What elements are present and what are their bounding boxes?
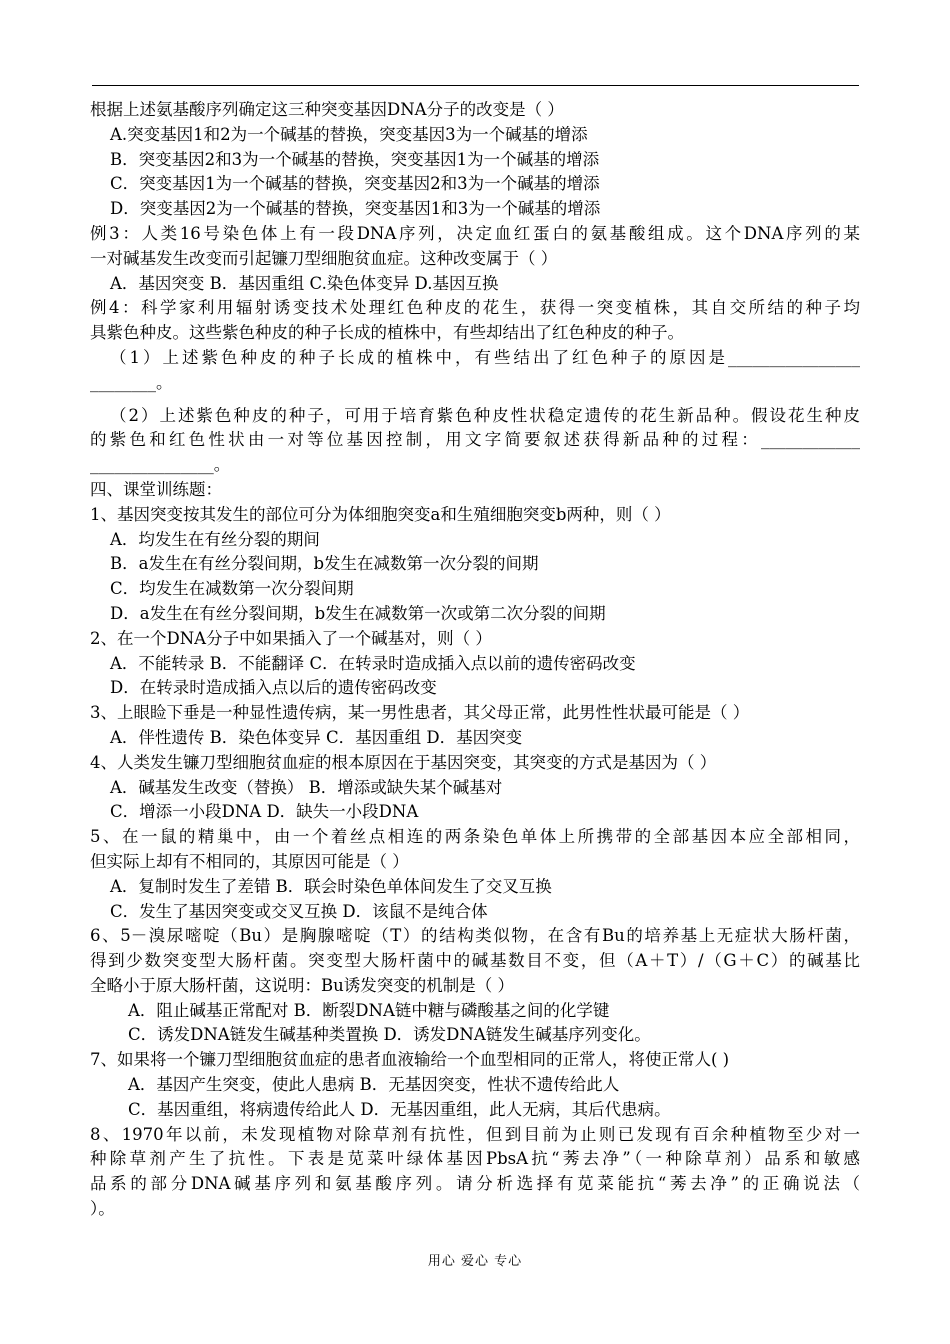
q1-option-d: D．a发生在有丝分裂间期，b发生在减数第一次或第二次分裂的间期	[110, 603, 606, 623]
q5-options-cd: C．发生了基因突变或交叉互换 D．该鼠不是纯合体	[110, 901, 488, 921]
question-8: 品系的部分DNA碱基序列和氨基酸序列。请分析选择有苋菜能抗“莠去净”的正确说法（	[90, 1174, 860, 1194]
question-1: 1、基因突变按其发生的部位可分为体细胞突变a和生殖细胞突变b两种，则（ ）	[90, 504, 671, 524]
question-5: 但实际上却有不相同的，其原因可能是（ ）	[90, 851, 409, 871]
page-footer: 用心 爱心 专心	[427, 1254, 523, 1269]
question-8: 种除草剂产生了抗性。下表是苋菜叶绿体基因PbsA抗“莠去净”（一种除草剂）品系和敏感	[90, 1149, 860, 1169]
q4-options-ab: A．碱基发生改变（替换） B．增添或缺失某个碱基对	[110, 777, 503, 797]
example-3-text: 例3：人类16号染色体上有一段DNA序列，决定血红蛋白的氨基酸组成。这个DNA序列的某	[90, 223, 860, 243]
question-8: 8、1970年以前，未发现植物对除草剂有抗性，但到目前为止则已发现有百余种植物至少对一	[90, 1124, 860, 1144]
q2-options: A．不能转录 B．不能翻译 C．在转录时造成插入点以前的遗传密码改变	[110, 653, 636, 673]
q1-option-b: B．a发生在有丝分裂间期，b发生在减数第一次分裂的间期	[110, 554, 539, 574]
section-heading: 四、课堂训练题：	[90, 479, 222, 499]
q7-options-cd: C．基因重组，将病遗传给此人 D．无基因重组，此人无病，其后代患病。	[128, 1099, 671, 1119]
question-stem: 根据上述氨基酸序列确定这三种突变基因DNA分子的改变是（ ）	[90, 100, 564, 119]
example-4-text: 例4：科学家利用辐射诱变技术处理红色种皮的花生，获得一突变植株，其自交所结的种子均	[90, 298, 860, 318]
page-body	[90, 98, 860, 1222]
question-5: 5、在一鼠的精巢中，由一个着丝点相连的两条染色单体上所携带的全部基因本应全部相同，	[90, 827, 860, 847]
example-4-part-1: （1）上述紫色种皮的种子长成的植株中，有些结出了红色种子的原因是________________	[110, 347, 860, 367]
question-4: 4、人类发生镰刀型细胞贫血症的根本原因在于基因突变，其突变的方式是基因为（ ）	[90, 752, 717, 772]
question-2: 2、在一个DNA分子中如果插入了一个碱基对，则（ ）	[90, 628, 492, 648]
question-6: 全略小于原大肠杆菌，这说明：Bu诱发突变的机制是（ ）	[90, 975, 514, 995]
example-3-text: 一对碱基发生改变而引起镰刀型细胞贫血症。这种改变属于（ ）	[90, 248, 558, 268]
q7-options-ab: A．基因产生突变，使此人患病 B．无基因突变，性状不遗传给此人	[128, 1075, 620, 1095]
option-d: D．突变基因2为一个碱基的替换，突变基因1和3为一个碱基的增添	[110, 199, 601, 219]
question-6: 得到少数突变型大肠杆菌。突变型大肠杆菌中的碱基数目不变，但（A＋T）/（G＋C）的碱基比	[90, 951, 860, 971]
q3-options: A．伴性遗传 B．染色体变异 C．基因重组 D．基因突变	[110, 727, 523, 747]
header-rule	[92, 85, 859, 86]
q2-option-d: D．在转录时造成插入点以后的遗传密码改变	[110, 678, 437, 698]
option-a: A.突变基因1和2为一个碱基的替换，突变基因3为一个碱基的增添	[110, 124, 588, 144]
q5-options-ab: A．复制时发生了差错 B．联会时染色单体间发生了交叉互换	[110, 876, 552, 896]
question-3: 3、上眼睑下垂是一种显性遗传病，某一男性患者，其父母正常，此男性性状最可能是（ ）	[90, 703, 750, 723]
option-c: C．突变基因1为一个碱基的替换，突变基因2和3为一个碱基的增添	[110, 174, 600, 194]
question-8: ）。	[90, 1199, 115, 1219]
example-4-part-2: （2）上述紫色种皮的种子，可用于培育紫色种皮性状稳定遗传的花生新品种。假设花生种皮	[110, 405, 860, 425]
q4-options-cd: C．增添一小段DNA D．缺失一小段DNA	[110, 802, 419, 822]
example-4-part-1: ________。	[90, 372, 173, 392]
example-4-part-2: 的紫色和红色性状由一对等位基因控制，用文字简要叙述获得新品种的过程：____________	[90, 430, 860, 450]
option-b: B．突变基因2和3为一个碱基的替换，突变基因1为一个碱基的增添	[110, 149, 600, 169]
question-6: 6、5－溴尿嘧啶（Bu）是胸腺嘧啶（T）的结构类似物，在含有Bu的培养基上无症状大肠杆菌，	[90, 926, 860, 946]
example-4-text: 具紫色种皮。这些紫色种皮的种子长成的植株中，有些却结出了红色种皮的种子。	[90, 323, 684, 343]
q6-options-ab: A．阻止碱基正常配对 B．断裂DNA链中糖与磷酸基之间的化学键	[128, 1000, 610, 1020]
example-3-options: A．基因突变 B．基因重组 C.染色体变异 D.基因互换	[110, 273, 499, 293]
q6-options-cd: C．诱发DNA链发生碱基种类置换 D．诱发DNA链发生碱基序列变化。	[128, 1025, 651, 1045]
q1-option-a: A．均发生在有丝分裂的期间	[110, 529, 320, 549]
question-7: 7、如果将一个镰刀型细胞贫血症的患者血液输给一个血型相同的正常人，将使正常人( )	[90, 1050, 730, 1070]
q1-option-c: C．均发生在减数第一次分裂间期	[110, 579, 354, 599]
example-4-part-2: _______________。	[90, 455, 231, 475]
